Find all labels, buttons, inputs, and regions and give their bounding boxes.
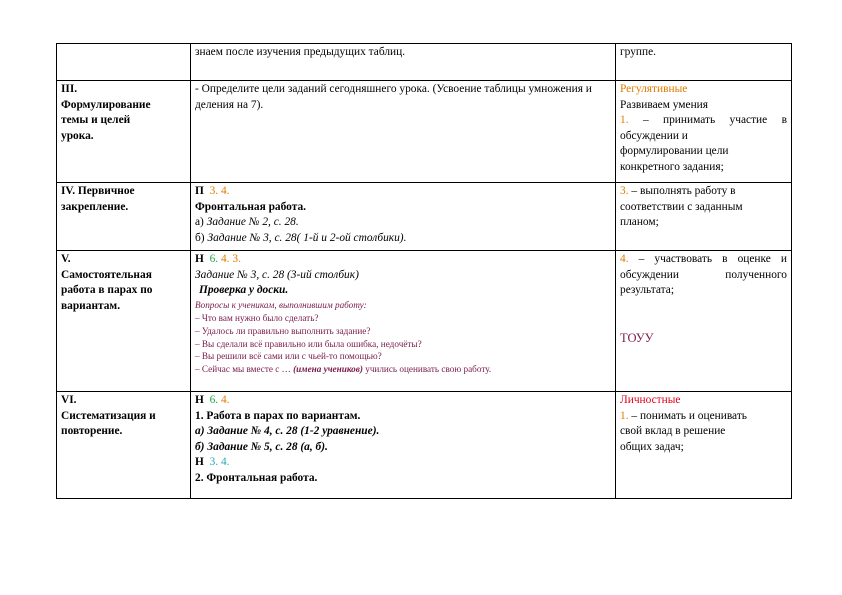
uud-cell: [616, 183, 792, 251]
work-mode: Фронтальная работа.: [195, 200, 306, 213]
stage-label: Систематизация и: [61, 409, 156, 422]
uud-item: [620, 113, 787, 129]
table-row: [57, 251, 792, 392]
stage-label: закрепление.: [61, 200, 129, 213]
uud-text: Развиваем умения: [620, 98, 708, 111]
question-names: (имена учеников): [293, 364, 363, 375]
uud-text: обсуждении и: [620, 129, 688, 142]
touu-label: ТОУУ: [620, 330, 654, 345]
task-text: Задание № 3, с. 28( 1-й и 2-ой столбики).: [207, 231, 407, 244]
task-letter: Н: [195, 253, 204, 265]
task-numbers: 3. 4.: [209, 456, 230, 469]
task-numbers: 4. 3.: [220, 253, 241, 265]
table-row: [57, 183, 792, 251]
table-row: [57, 44, 792, 81]
stage-label: V.: [61, 253, 71, 265]
lesson-plan-table: [56, 43, 792, 499]
stage-label: темы и целей: [61, 114, 131, 127]
uud-text: планом;: [620, 216, 659, 229]
question-text: учились оценивать свою работу.: [365, 364, 492, 375]
uud-text: соответствии с заданным: [620, 200, 743, 213]
task-item: [195, 231, 611, 247]
uud-text: формулировании цели: [620, 145, 729, 158]
question-item: – Вы сделали всё правильно или была ошибка, недочёты?: [195, 338, 422, 349]
uud-cell: [616, 251, 792, 392]
stage-label: VI.: [61, 394, 77, 406]
task-letter: Н: [195, 456, 204, 469]
stage-cell: [57, 183, 191, 251]
question-item: [195, 363, 611, 376]
uud-item: [620, 252, 787, 268]
uud-item: [620, 409, 787, 425]
table-row: [57, 392, 792, 499]
questions-heading: Вопросы к ученикам, выполнившим работу:: [195, 299, 367, 310]
uud-text: свой вклад в решение: [620, 425, 726, 438]
uud-heading: Регулятивные: [620, 83, 688, 95]
stage-cell: [57, 251, 191, 392]
content-cell: [191, 44, 616, 81]
uud-cell: [616, 44, 792, 81]
task-item: [195, 215, 611, 231]
content-text: знаем после изучения предыдущих таблиц.: [195, 46, 406, 58]
stage-label: вариантам.: [61, 299, 121, 312]
uud-number: 4.: [620, 253, 629, 265]
uud-number: 1.: [620, 409, 629, 422]
task-number: 6.: [209, 394, 219, 406]
uud-text: – понимать и оценивать: [631, 409, 747, 422]
content-cell: [191, 81, 616, 183]
uud-text: конкретного задания;: [620, 160, 724, 173]
task-letter: П: [195, 185, 204, 197]
check-label: Проверка у доски.: [199, 284, 289, 297]
task-letter: Н: [195, 394, 204, 406]
task-number: 6.: [209, 253, 219, 265]
question-item: – Что вам нужно было сделать?: [195, 312, 319, 323]
content-text: - Определите цели заданий сегодняшнего урока. (Усвоение таблицы умножения и деления на 7).: [195, 83, 592, 111]
task-text: Задание № 2, с. 28.: [206, 216, 299, 229]
task-header: [195, 455, 611, 471]
uud-cell: [616, 81, 792, 183]
content-cell: [191, 183, 616, 251]
task-header: [195, 393, 611, 409]
uud-text: общих задач;: [620, 440, 684, 453]
stage-label: урока.: [61, 129, 94, 142]
task-prefix: а): [195, 216, 204, 229]
uud-number: 3.: [620, 185, 629, 197]
stage-label: работа в парах по: [61, 284, 153, 297]
question-item: – Удалось ли правильно выполнить задание?: [195, 325, 371, 336]
uud-text: – принимать участие в: [642, 114, 787, 127]
stage-label: Формулирование: [61, 98, 151, 111]
stage-label: IV. Первичное: [61, 185, 135, 197]
question-text: – Сейчас мы вместе с …: [195, 364, 291, 375]
uud-heading: Личностные: [620, 394, 681, 406]
stage-label: III.: [61, 83, 78, 95]
uud-text: группе.: [620, 46, 657, 58]
task-prefix: б): [195, 231, 205, 244]
task-header: [195, 252, 611, 268]
uud-text: результата;: [620, 284, 675, 297]
uud-text: обсуждении полученного: [620, 268, 787, 281]
uud-item: [620, 184, 787, 200]
work-mode: 2. Фронтальная работа.: [195, 471, 318, 484]
stage-cell: [57, 392, 191, 499]
stage-label: повторение.: [61, 425, 123, 438]
task-text: б) Задание № 5, с. 28 (а, б).: [195, 440, 328, 453]
stage-cell: [57, 81, 191, 183]
uud-text: – выполнять работу в: [631, 185, 736, 197]
uud-number: 1.: [620, 114, 629, 127]
uud-text: – участвовать в оценке и: [638, 253, 787, 265]
stage-cell: [57, 44, 191, 81]
content-cell: [191, 392, 616, 499]
task-number: 4.: [220, 394, 230, 406]
task-header: [195, 184, 611, 200]
question-item: – Вы решили всё сами или с чьей-то помощью?: [195, 351, 382, 362]
task-text: а) Задание № 4, с. 28 (1-2 уравнение).: [195, 425, 380, 438]
work-mode: 1. Работа в парах по вариантам.: [195, 409, 361, 422]
stage-label: Самостоятельная: [61, 268, 152, 281]
uud-cell: [616, 392, 792, 499]
content-cell: [191, 251, 616, 392]
task-numbers: 3. 4.: [209, 185, 230, 197]
table-row: [57, 81, 792, 183]
task-text: Задание № 3, с. 28 (3-ий столбик): [195, 268, 359, 281]
